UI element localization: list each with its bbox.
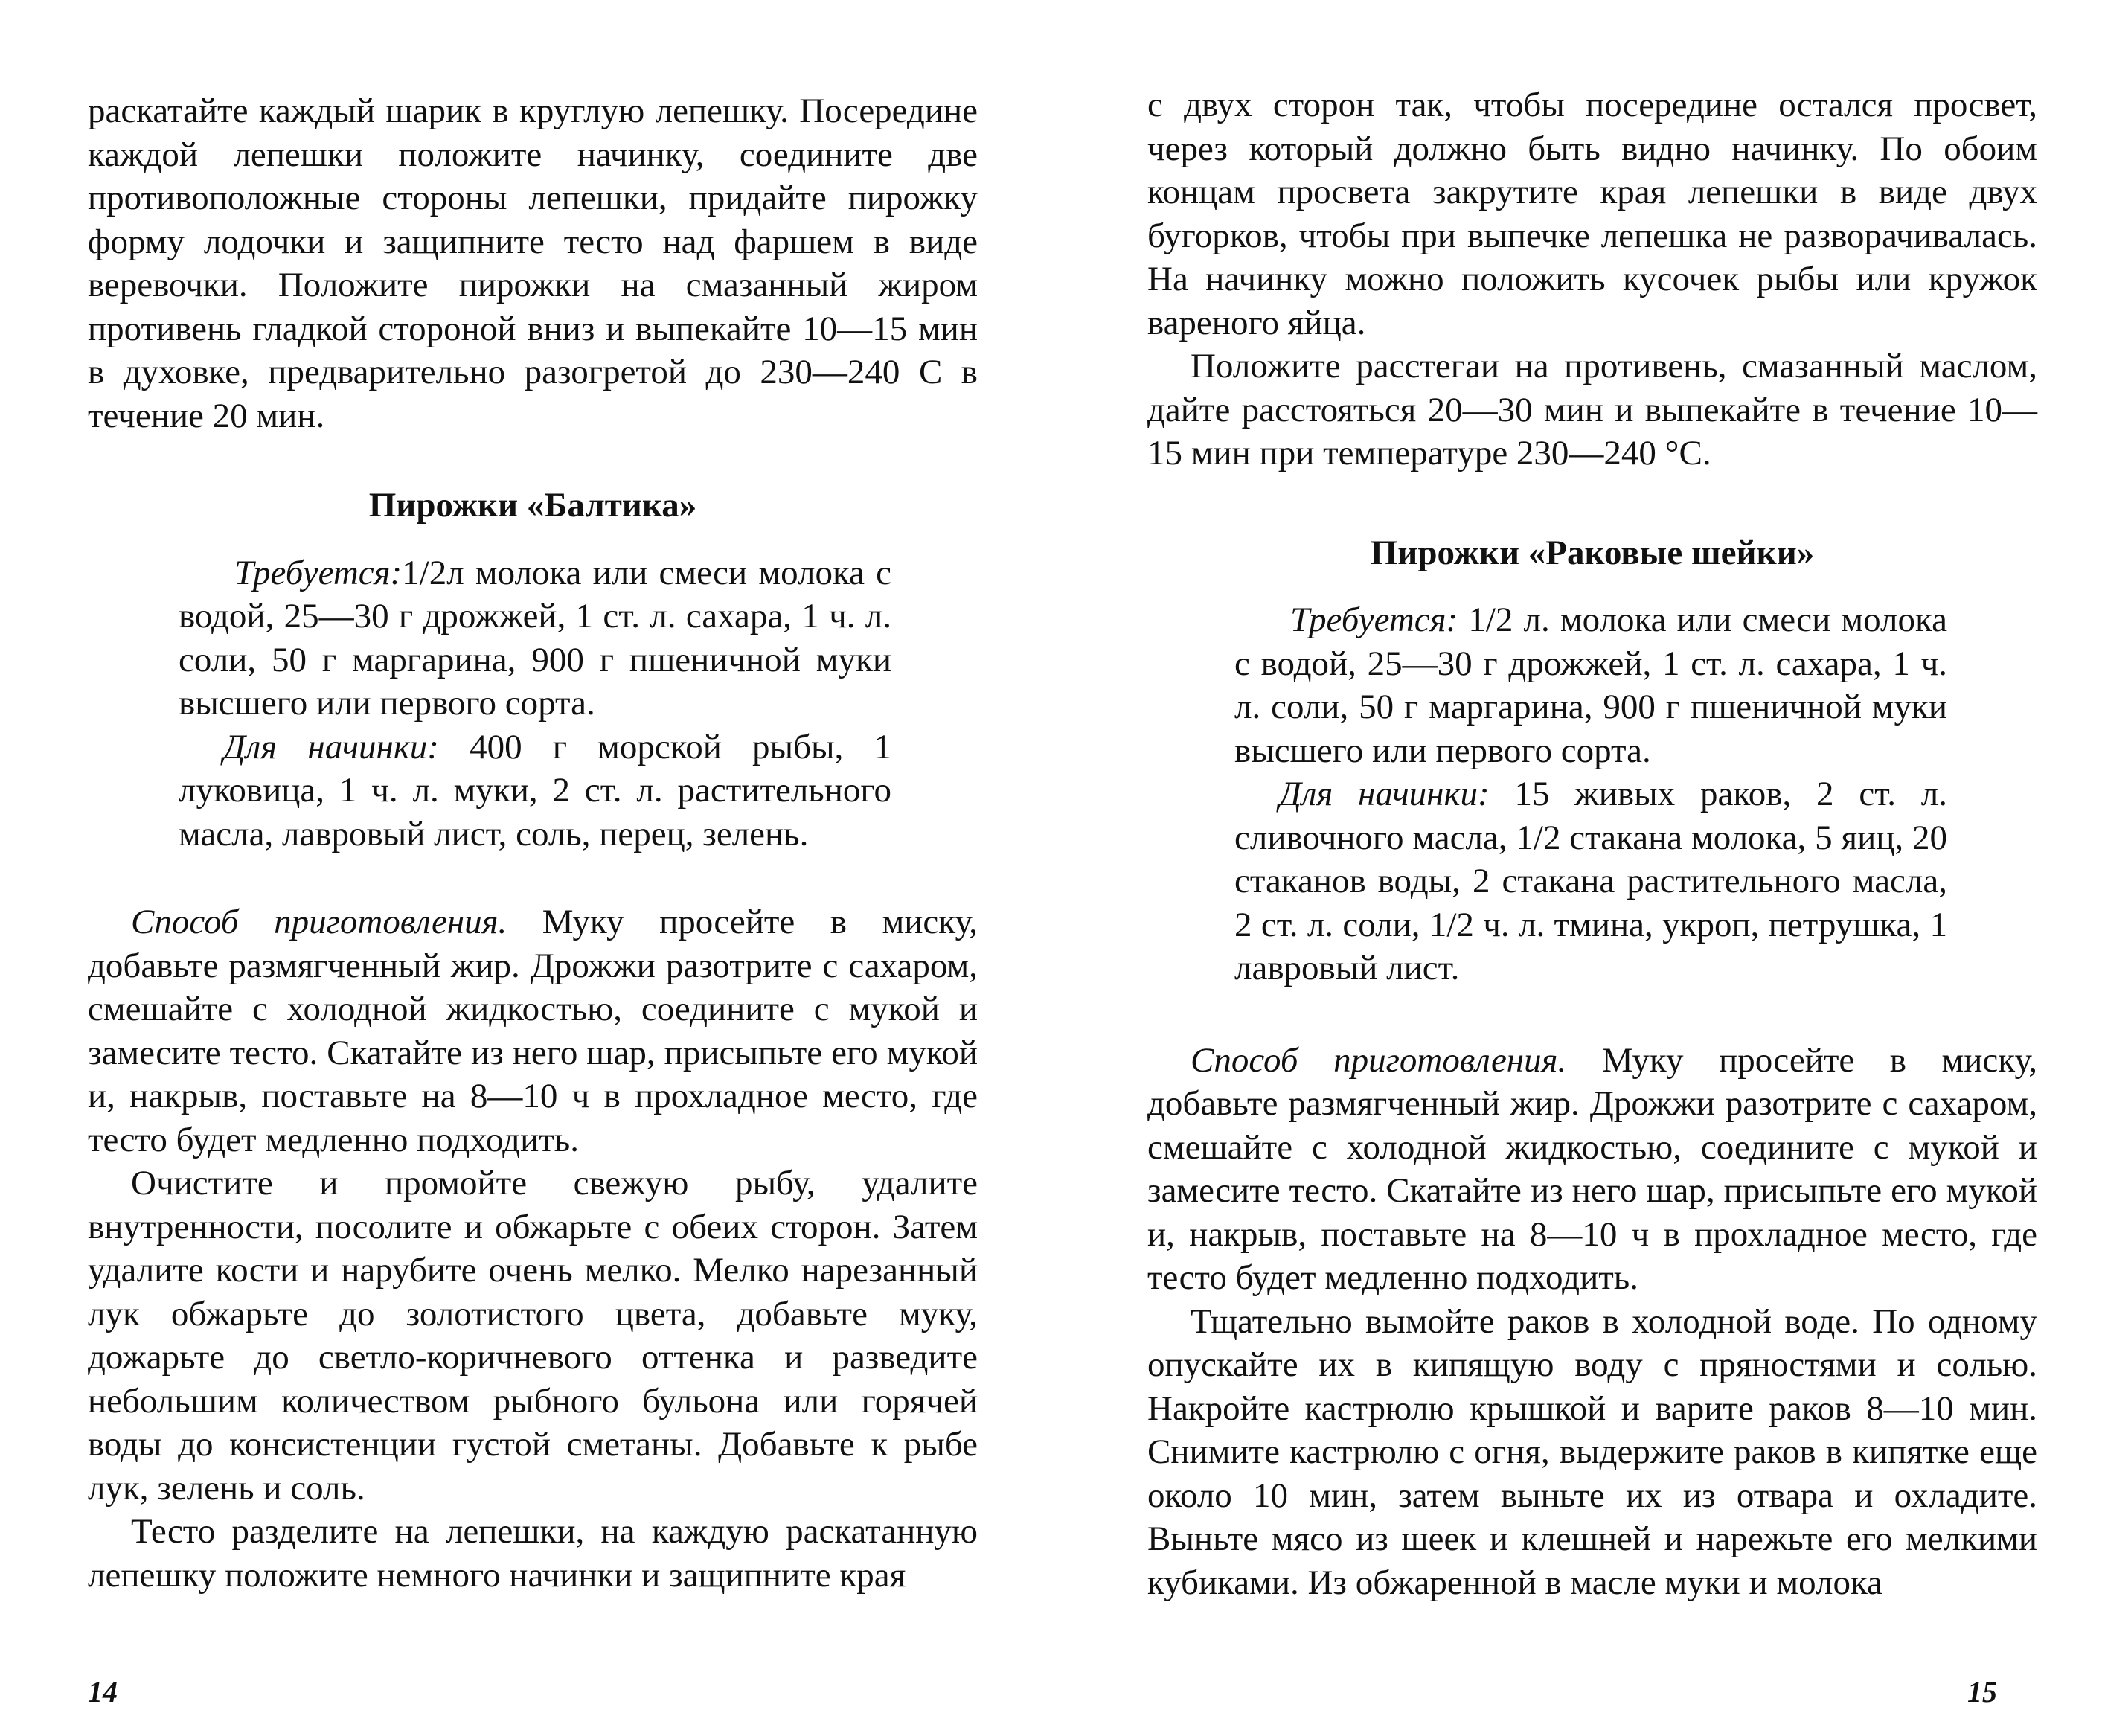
left-filling-label: Для начинки: [223,727,439,766]
left-ingredients [179,551,891,856]
right-filling-text: 15 живых раков, 2 ст. л. сливочного масла, 1/2 стакана молока, 5 яиц, 20 стаканов воды, 2 стакана растительного масла, 2 ст. л. соли, 1/2 ч. л. тмина, укроп, петрушка, 1 лавровый лист. [1234,775,1947,987]
right-intro-paragraph: с двух сторон так, чтобы посередине остался просвет, через который должно быть видно начинку. По обоим концам просвета закрутите края лепешки в виде двух бугорков, чтобы при выпечке лепешка не разворачивалась. На начинку можно положить кусочек рыбы или кружок вареного яйца. [1147,86,2037,342]
left-recipe-title: Пирожки «Балтика» [368,486,697,525]
right-method-paragraph [1147,1039,2037,1300]
left-required-ingredients [179,551,891,726]
left-required-label: Требуется: [234,553,403,592]
left-intro-paragraph: раскатайте каждый шарик в круглую лепешку. Посередине каждой лепешки положите начинку, соедините две противоположные стороны лепешки, придайте пирожку форму лодочки и защипните тесто над фаршем в виде веревочки. Положите пирожки на смазанный жиром противень гладкой стороной вниз и выпекайте 10—15 мин в духовке, предварительно разогретой до 230—240 С в течение 20 мин. [88,92,978,435]
left-text-column [88,89,978,1597]
right-method-text: Муку просейте в миску, добавьте размягченный жир. Дрожжи разотрите с сахаром, смешайте с холодной жидкостью, соедините с мукой и замесите тесто. Скатайте из него шар, присыпьте его мукой и, накрыв, поставьте на 8—10 ч в прохладное место, где тесто будет медленно подходить. [1147,1040,2037,1297]
right-crayfish-paragraph: Тщательно вымойте раков в холодной воде. По одному опускайте их в кипящую воду с пряностями и солью. Накройте кастрюлю крышкой и варите раков 8—10 мин. Снимите кастрюлю с огня, выдержите раков в кипятке еще около 10 мин, затем выньте их из отвара и охладите. Выньте мясо из шеек и клешней и нарежьте его мелкими кубиками. Из обжаренной в масле муки и молока [1147,1301,2037,1602]
left-required-text: 1/2л молока или смеси молока с водой, 25—30 г дрожжей, 1 ст. л. сахара, 1 ч. л. соли, 50 г маргарина, 900 г пшеничной муки высшего или первого сорта. [179,553,891,723]
right-required-text: 1/2 л. молока или смеси молока с водой, 25—30 г дрожжей, 1 ст. л. сахара, 1 ч. л. соли, 50 г маргарина, 900 г пшеничной муки высшего или первого сорта. [1234,600,1947,770]
right-filling-ingredients [1234,772,1947,990]
left-method-label: Способ приготовления. [131,903,507,941]
right-ingredients [1234,598,1947,990]
right-required-ingredients [1234,598,1947,772]
right-recipe-title: Пирожки «Раковые шейки» [1370,533,1815,572]
left-page-number: 14 [88,1675,118,1708]
left-dough-paragraph: Тесто разделите на лепешки, на каждую раскатанную лепешку положите немного начинки и защипните края [88,1512,978,1595]
left-filling-text: 400 г морской рыбы, 1 луковица, 1 ч. л. муки, 2 ст. л. растительного масла, лавровый лист, соль, перец, зелень. [179,727,891,853]
left-fish-paragraph: Очистите и промойте свежую рыбу, удалите внутренности, посолите и обжарьте с обеих сторон. Затем удалите кости и нарубите очень мелко. Мелко нарезанный лук обжарьте до золотистого цвета, добавьте муку, дожарьте до светло-коричневого оттенка и разведите небольшим количеством рыбного бульона или горячей воды до консистенции густой сметаны. Добавьте к рыбе лук, зелень и соль. [88,1164,978,1508]
right-required-label: Требуется: [1290,600,1458,639]
left-method-text: Муку просейте в миску, добавьте размягченный жир. Дрожжи разотрите с сахаром, смешайте с холодной жидкостью, соедините с мукой и замесите тесто. Скатайте из него шар, присыпьте его мукой и, накрыв, поставьте на 8—10 ч в прохладное место, где тесто будет медленно подходить. [88,903,978,1159]
left-filling-ingredients [179,726,891,856]
right-method-label: Способ приготовления. [1191,1040,1567,1080]
left-method-paragraph [88,900,978,1162]
right-page [1051,0,2102,1736]
right-baking-paragraph: Положите расстегаи на противень, смазанный маслом, дайте расстояться 20—30 мин и выпекайте в течение 10—15 мин при температуре 230—240 °С. [1147,347,2037,473]
right-text-column [1147,83,2037,1604]
right-page-number: 15 [1967,1675,1997,1708]
right-filling-label: Для начинки: [1279,775,1490,813]
